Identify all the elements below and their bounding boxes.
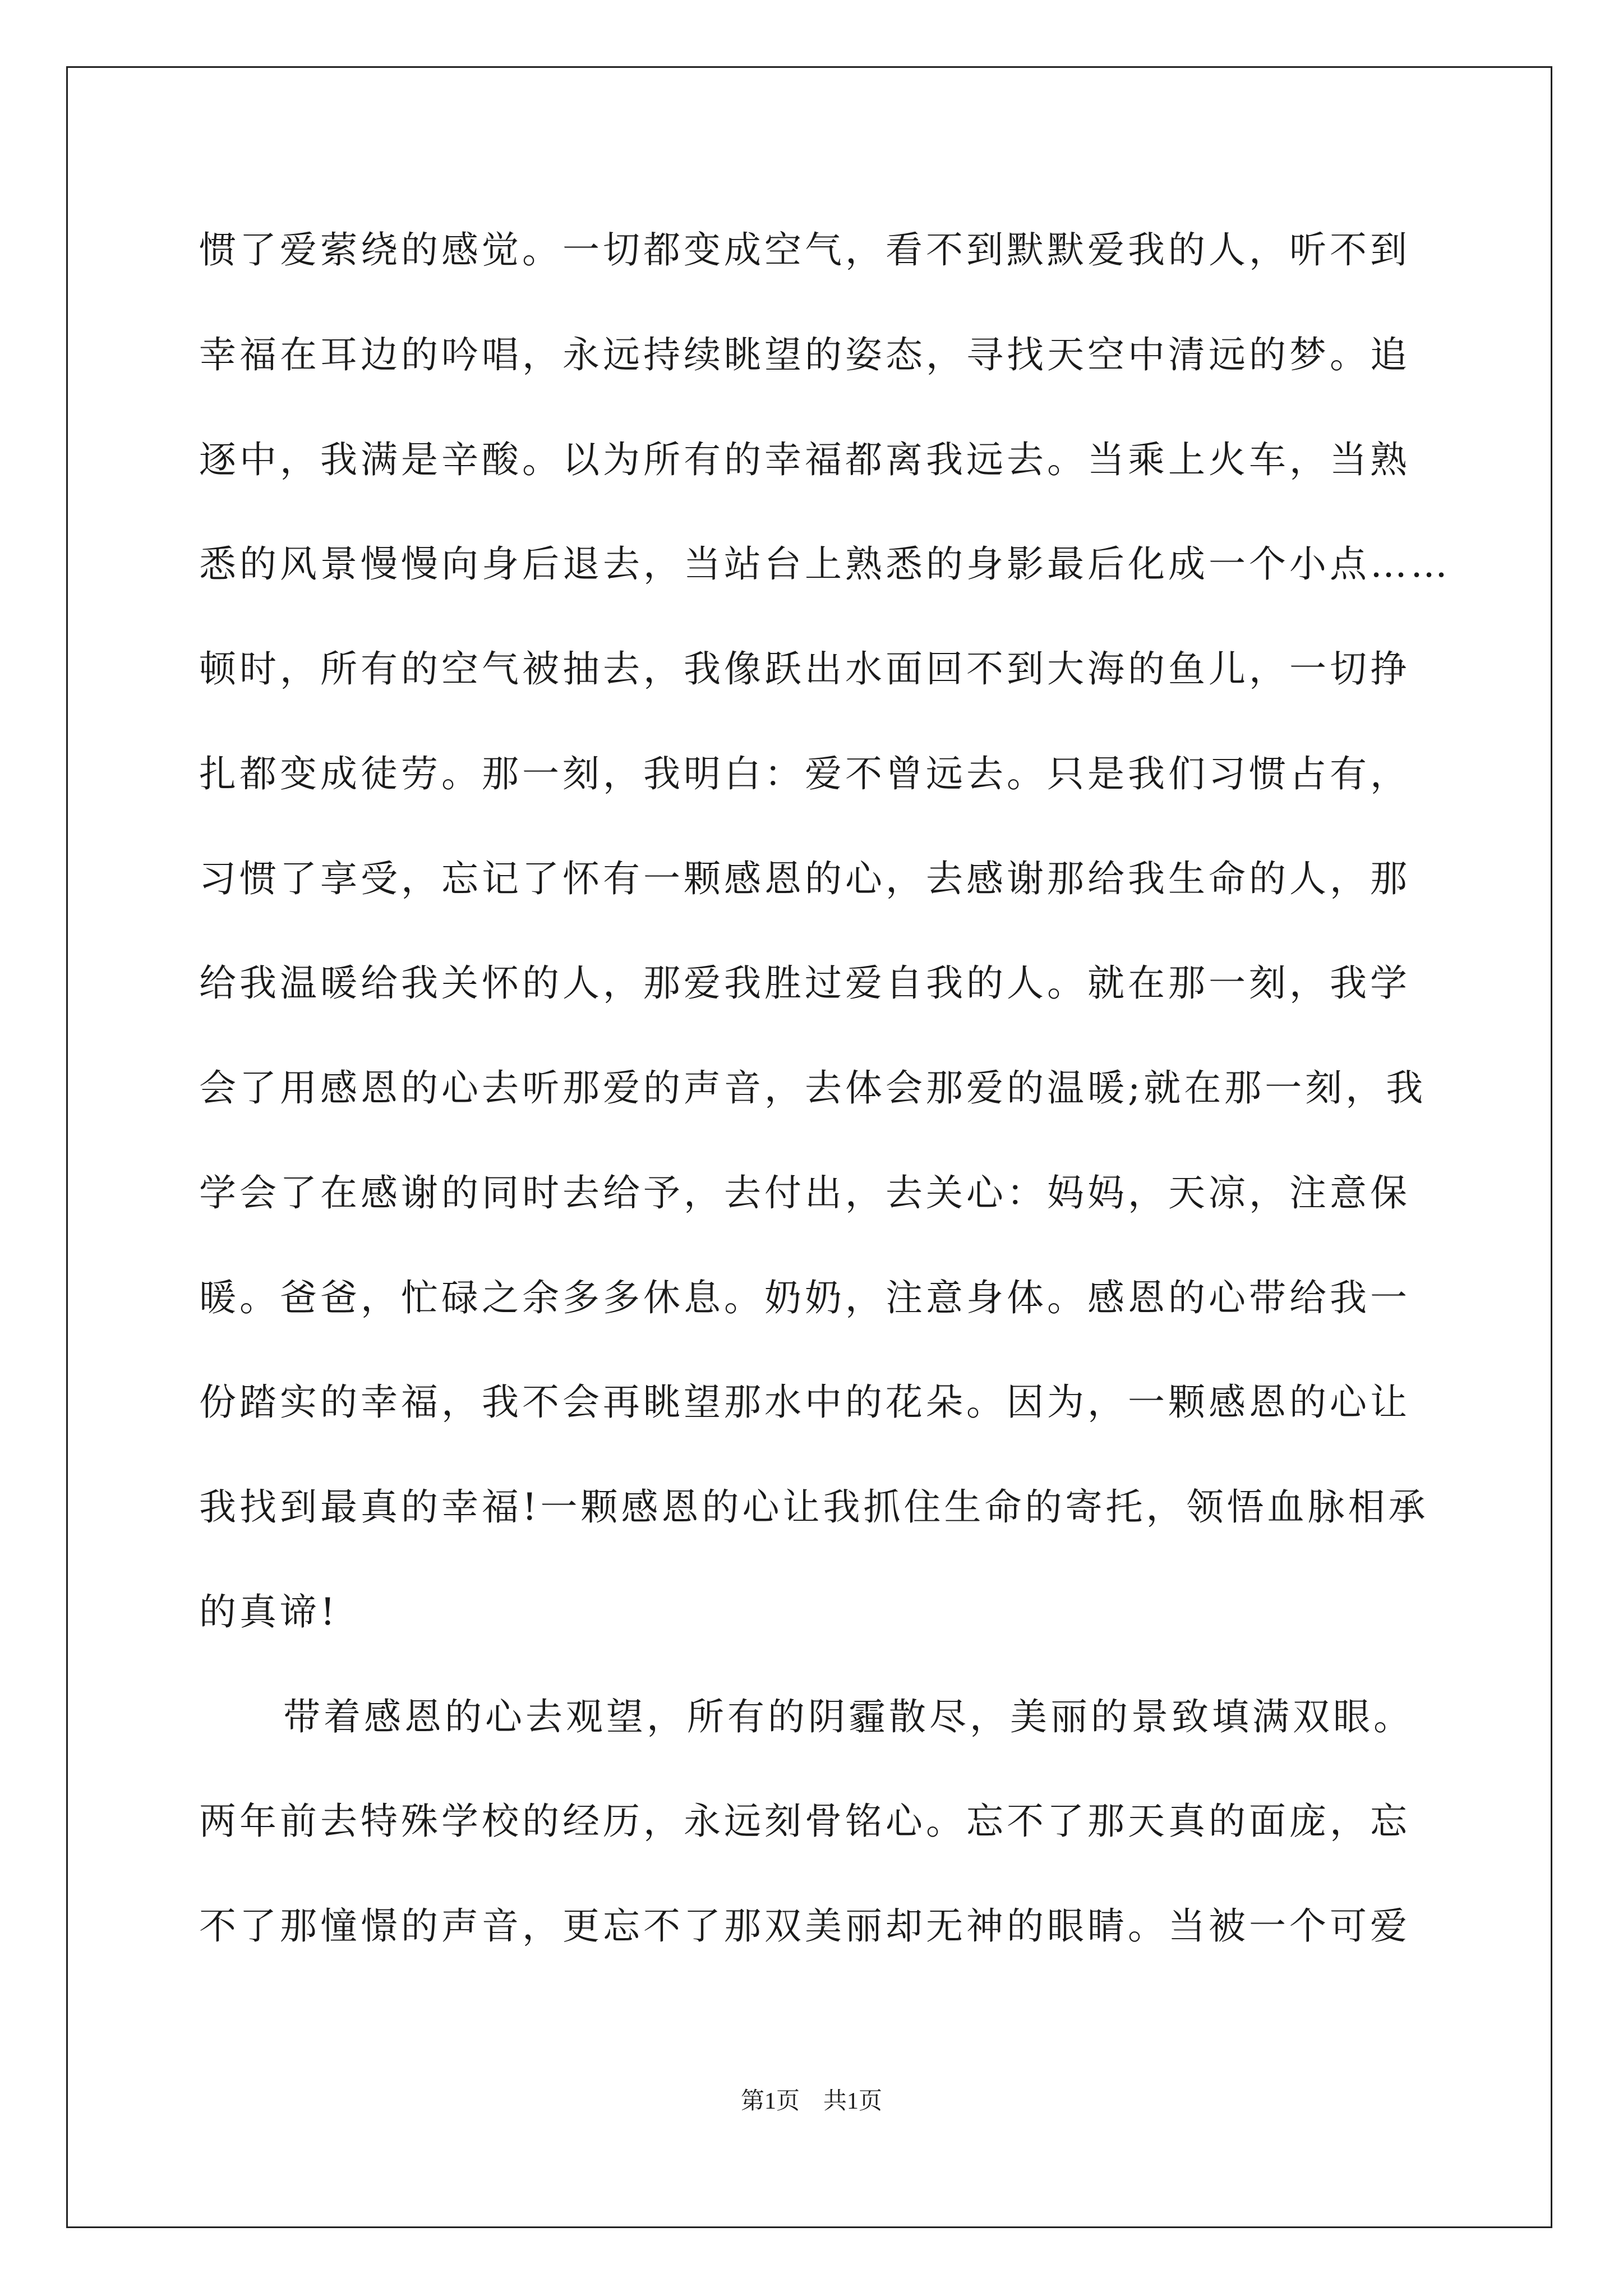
text-line: 带着感恩的心去观望，所有的阴霾散尽，美丽的景致填满双眼。 xyxy=(283,1695,1414,1738)
text-line: 顿时，所有的空气被抽去，我像跃出水面回不到大海的鱼儿，一切挣 xyxy=(199,647,1410,691)
text-line: 幸福在耳边的吟唱，永远持续眺望的姿态，寻找天空中清远的梦。追 xyxy=(199,333,1410,376)
text-line: 两年前去特殊学校的经历，永远刻骨铭心。忘不了那天真的面庞，忘 xyxy=(199,1800,1410,1843)
text-line: 扎都变成徒劳。那一刻，我明白：爱不曾远去。只是我们习惯占有， xyxy=(199,752,1410,795)
page-footer: 第1页 共1页 xyxy=(740,2088,882,2114)
text-line: 逐中，我满是辛酸。以为所有的幸福都离我远去。当乘上火车，当熟 xyxy=(199,438,1410,481)
text-line: 我找到最真的幸福!一颗感恩的心让我抓住生命的寄托，领悟血脉相承 xyxy=(199,1485,1429,1529)
text-line: 的真谛! xyxy=(199,1590,339,1634)
text-line: 暖。爸爸，忙碌之余多多休息。奶奶，注意身体。感恩的心带给我一 xyxy=(199,1276,1410,1319)
text-line: 习惯了享受，忘记了怀有一颗感恩的心，去感谢那给我生命的人，那 xyxy=(199,857,1410,900)
text-line: 不了那憧憬的声音，更忘不了那双美丽却无神的眼睛。当被一个可爱 xyxy=(199,1904,1410,1948)
text-line: 学会了在感谢的同时去给予，去付出，去关心：妈妈，天凉，注意保 xyxy=(199,1171,1410,1214)
text-line: 份踏实的幸福，我不会再眺望那水中的花朵。因为，一颗感恩的心让 xyxy=(199,1381,1410,1424)
text-line: 给我温暖给我关怀的人，那爱我胜过爱自我的人。就在那一刻，我学 xyxy=(199,961,1410,1005)
text-line: 悉的风景慢慢向身后退去，当站台上熟悉的身影最后化成一个小点…… xyxy=(199,542,1451,586)
text-line: 会了用感恩的心去听那爱的声音，去体会那爱的温暖;就在那一刻，我 xyxy=(199,1066,1427,1110)
text-line: 惯了爱萦绕的感觉。一切都变成空气，看不到默默爱我的人，听不到 xyxy=(199,228,1410,272)
